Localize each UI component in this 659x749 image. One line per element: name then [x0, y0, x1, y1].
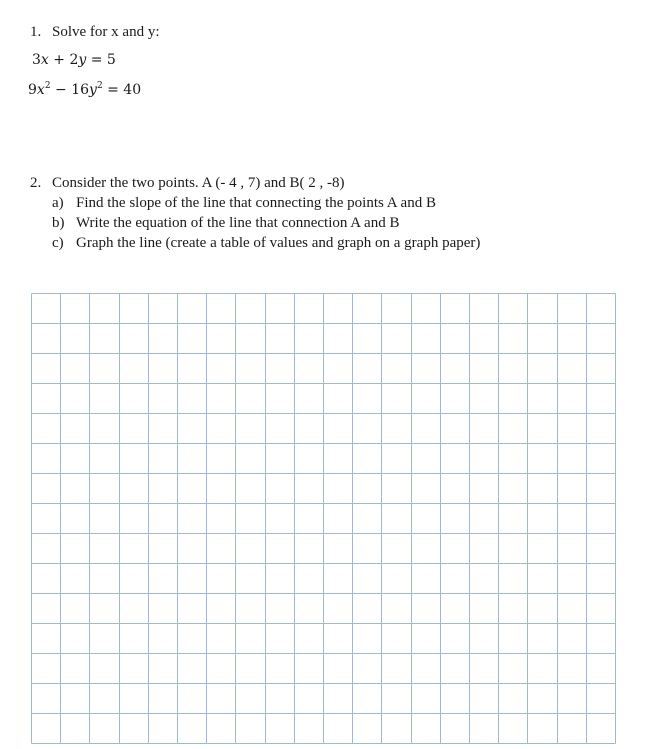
- eq2-coef-y: − 16: [50, 82, 90, 98]
- part-a-text: Find the slope of the line that connecting the points A and B: [76, 195, 436, 211]
- eq2-exp-y: 2: [96, 81, 103, 91]
- question-1-number: 1.: [30, 24, 42, 40]
- part-b-label: b): [52, 215, 65, 231]
- part-c-text: Graph the line (create a table of values and graph on a graph paper): [76, 235, 481, 251]
- question-1-prompt: Solve for x and y:: [52, 24, 160, 40]
- graph-paper: [31, 293, 617, 745]
- eq1-rhs: = 5: [86, 52, 116, 68]
- eq1-var-x: x: [40, 52, 49, 68]
- part-c-label: c): [52, 235, 64, 251]
- eq1-var-y: y: [78, 52, 87, 68]
- eq1-coef-y: + 2: [48, 52, 79, 68]
- equation-1: [32, 52, 116, 68]
- eq2-var-x: x: [36, 82, 45, 98]
- question-2-number: 2.: [30, 175, 42, 191]
- part-a-label: a): [52, 195, 64, 211]
- part-b-text: Write the equation of the line that connection A and B: [76, 215, 400, 231]
- question-2-prompt: Consider the two points. A (- 4 , 7) and B( 2 , -8): [52, 175, 345, 191]
- eq2-coef-x: 9: [28, 82, 37, 98]
- equation-2: [28, 82, 141, 98]
- eq2-exp-x: 2: [44, 81, 51, 91]
- eq2-rhs: = 40: [102, 82, 142, 98]
- eq1-coef-x: 3: [32, 52, 41, 68]
- eq2-var-y: y: [89, 82, 97, 98]
